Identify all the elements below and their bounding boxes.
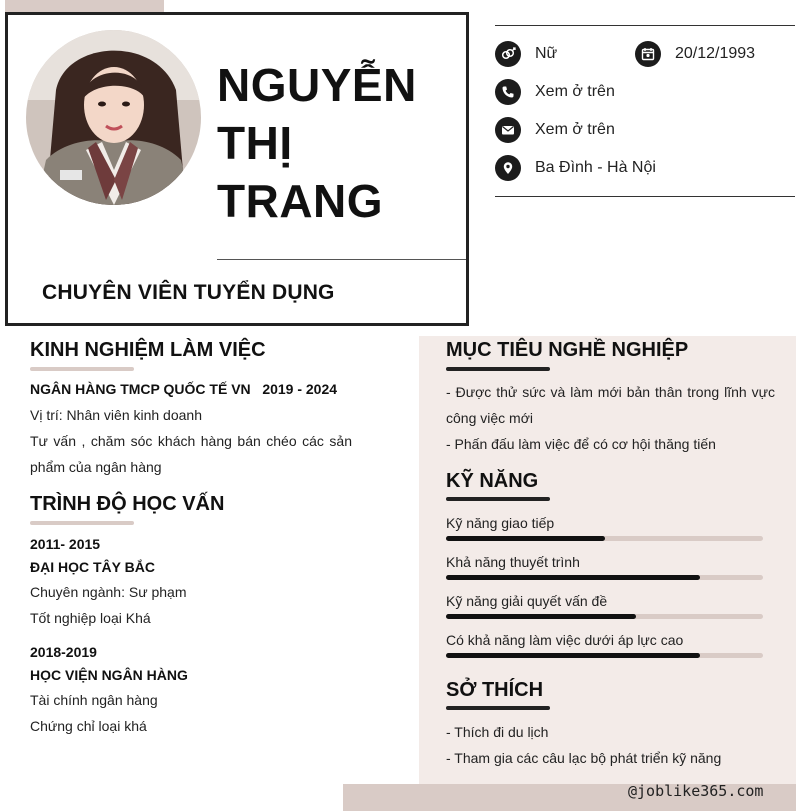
company-name: NGÂN HÀNG TMCP QUỐC TẾ VN: [30, 381, 251, 397]
skill-1-label: Kỹ năng giao tiếp: [446, 515, 555, 531]
education-section-title: TRÌNH ĐỘ HỌC VẤN: [30, 493, 225, 515]
hobbies-underline: [446, 706, 550, 710]
full-name: [217, 56, 462, 230]
gender-icon: [495, 41, 521, 67]
skill-3-label: Kỹ năng giải quyết vấn đề: [446, 593, 608, 609]
education-2-major: Tài chính ngân hàng: [30, 692, 158, 708]
education-1-school: ĐẠI HỌC TÂY BẮC: [30, 559, 155, 575]
contact-divider-bottom: [495, 196, 795, 197]
profile-photo: [26, 30, 201, 205]
location-icon: [495, 155, 521, 181]
name-line-1: NGUYỄN: [217, 59, 417, 111]
education-2-result: Chứng chỉ loại khá: [30, 718, 147, 734]
calendar-icon: [635, 41, 661, 67]
experience-description: Tư vấn , chăm sóc khách hàng bán chéo các sản phẩm của ngân hàng: [30, 433, 352, 475]
objective-underline: [446, 367, 550, 371]
skills-underline: [446, 497, 550, 501]
phone-text: Xem ở trên: [535, 83, 615, 100]
objective-section-title: MỤC TIÊU NGHỀ NGHIỆP: [446, 339, 689, 361]
name-divider: [217, 259, 466, 260]
experience-period: 2019 - 2024: [262, 381, 338, 397]
email-text: Xem ở trên: [535, 121, 615, 138]
watermark: @joblike365.com: [628, 782, 764, 800]
phone-icon: [495, 79, 521, 105]
skill-1-fill: [446, 536, 605, 541]
education-1-result: Tốt nghiệp loại Khá: [30, 610, 151, 626]
skill-4-label: Có khả năng làm việc dưới áp lực cao: [446, 632, 684, 648]
skill-3-bar: [446, 614, 763, 619]
education-2-period: 2018-2019: [30, 644, 97, 660]
education-1-major: Chuyên ngành: Sư phạm: [30, 584, 187, 600]
objective-line-1: - Được thử sức và làm mới bản thân trong lĩnh vực công việc mới: [446, 384, 775, 426]
contact-phone: [495, 79, 615, 105]
experience-company: [30, 376, 337, 402]
skill-4-fill: [446, 653, 700, 658]
experience-underline: [30, 367, 134, 371]
hobby-line-1: - Thích đi du lịch: [446, 724, 549, 740]
address-text: Ba Đình - Hà Nội: [535, 159, 656, 176]
contact-birthday: [635, 41, 755, 67]
skill-4-bar: [446, 653, 763, 658]
contact-email: [495, 117, 615, 143]
education-underline: [30, 521, 134, 525]
experience-section-title: KINH NGHIỆM LÀM VIỆC: [30, 339, 266, 361]
birthday-text: 20/12/1993: [675, 45, 756, 62]
job-title: CHUYÊN VIÊN TUYỂN DỤNG: [42, 281, 335, 304]
contact-divider-top: [495, 25, 795, 26]
hobby-line-2: - Tham gia các câu lạc bộ phát triển kỹ năng: [446, 750, 722, 766]
skills-section-title: KỸ NĂNG: [446, 470, 539, 492]
name-line-2: THỊ: [217, 117, 293, 169]
gender-text: Nữ: [535, 45, 558, 62]
skill-2-bar: [446, 575, 763, 580]
skill-1-bar: [446, 536, 763, 541]
email-icon: [495, 117, 521, 143]
objective-line-2: - Phấn đấu làm việc để có cơ hội thăng tiến: [446, 436, 716, 452]
contact-gender: [495, 41, 557, 67]
education-1-period: 2011- 2015: [30, 536, 101, 552]
contact-address: [495, 155, 656, 181]
name-line-3: TRANG: [217, 175, 384, 227]
education-2-school: HỌC VIỆN NGÂN HÀNG: [30, 667, 188, 683]
skill-2-label: Khả năng thuyết trình: [446, 554, 580, 570]
skill-3-fill: [446, 614, 636, 619]
skill-2-fill: [446, 575, 700, 580]
experience-position: Vị trí: Nhân viên kinh doanh: [30, 407, 202, 423]
hobbies-section-title: SỞ THÍCH: [446, 679, 544, 701]
